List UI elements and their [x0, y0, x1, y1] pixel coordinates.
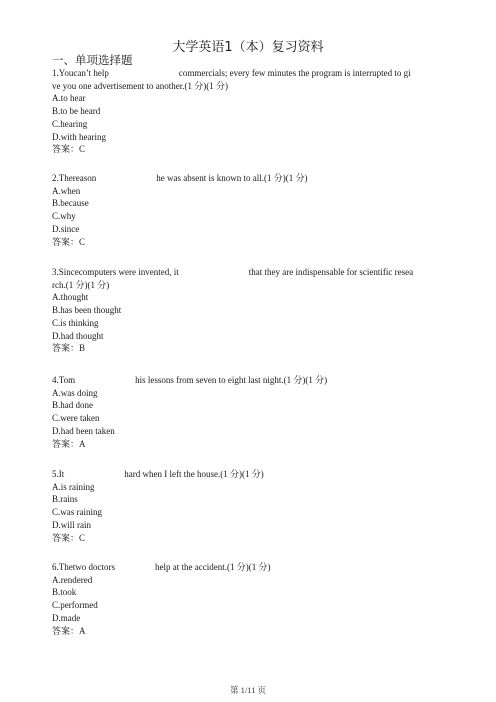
option-c: C.were taken — [52, 413, 100, 424]
document-title: 大学英语1（本）复习资料 — [172, 40, 324, 55]
question-stem-start: 2.Thereason — [52, 173, 97, 183]
option-c: C.was raining — [52, 507, 102, 518]
option-c: C.is thinking — [52, 317, 99, 328]
question-6 — [52, 561, 452, 637]
option-d: D.made — [52, 612, 81, 623]
section-heading: 一、单项选择题 — [52, 53, 133, 67]
question-stem-end: that they are indispensable for scientific resea — [248, 267, 414, 277]
question-stem-end: hard when I left the house.(1 分)(1 分) — [124, 469, 264, 479]
option-a: A.is raining — [52, 481, 95, 492]
option-b: B.took — [52, 587, 77, 598]
question-stem-start: 1.Youcan’t help — [52, 68, 109, 78]
option-a: A.was doing — [52, 387, 98, 398]
question-stem-continuation: ve you one advertisement to another.(1 分)(1 分) — [52, 80, 228, 91]
option-d: D.had thought — [52, 330, 104, 341]
answer: 答案：A — [52, 438, 86, 449]
question-5 — [52, 468, 452, 544]
option-a: A.thought — [52, 292, 89, 303]
question-stem-start: 4.Tom — [52, 375, 76, 385]
option-c: C.why — [52, 211, 76, 222]
question-stem-end: his lessons from seven to eight last night.(1 分)(1 分) — [135, 375, 328, 385]
option-b: B.rains — [52, 494, 78, 505]
question-stem-start: 6.Thetwo doctors — [52, 562, 115, 572]
answer: 答案：C — [52, 236, 86, 247]
question-4 — [52, 374, 452, 450]
question-stem-end: commercials; every few minutes the program is interrupted to gi — [178, 68, 411, 78]
question-stem-end: help at the accident.(1 分)(1 分) — [155, 562, 271, 572]
answer: 答案：C — [52, 532, 86, 543]
question-3 — [52, 266, 452, 355]
question-stem-start: 3.Sincecomputers were invented, it — [52, 267, 179, 277]
option-a: A.rendered — [52, 574, 93, 585]
option-b: B.because — [52, 198, 89, 209]
question-2 — [52, 172, 452, 248]
option-b: B.had done — [52, 400, 93, 411]
answer: 答案：A — [52, 625, 86, 636]
question-stem-end: he was absent is known to all.(1 分)(1 分) — [156, 173, 308, 183]
option-d: D.since — [52, 223, 80, 234]
option-d: D.had been taken — [52, 425, 115, 436]
option-a: A.when — [52, 185, 81, 196]
option-b: B.has been thought — [52, 305, 122, 316]
option-a: A.to hear — [52, 93, 86, 104]
question-1 — [52, 67, 452, 156]
option-d: D.will rain — [52, 519, 91, 530]
question-stem-continuation: rch.(1 分)(1 分) — [52, 279, 110, 290]
option-c: C.hearing — [52, 118, 88, 129]
option-c: C.performed — [52, 600, 98, 611]
question-stem-start: 5.It — [52, 469, 65, 479]
answer: 答案：C — [52, 144, 86, 155]
option-d: D.with hearing — [52, 131, 106, 142]
page-number: 第 1/11 页 — [229, 685, 267, 695]
option-b: B.to be heard — [52, 106, 101, 117]
answer: 答案：B — [52, 343, 86, 354]
